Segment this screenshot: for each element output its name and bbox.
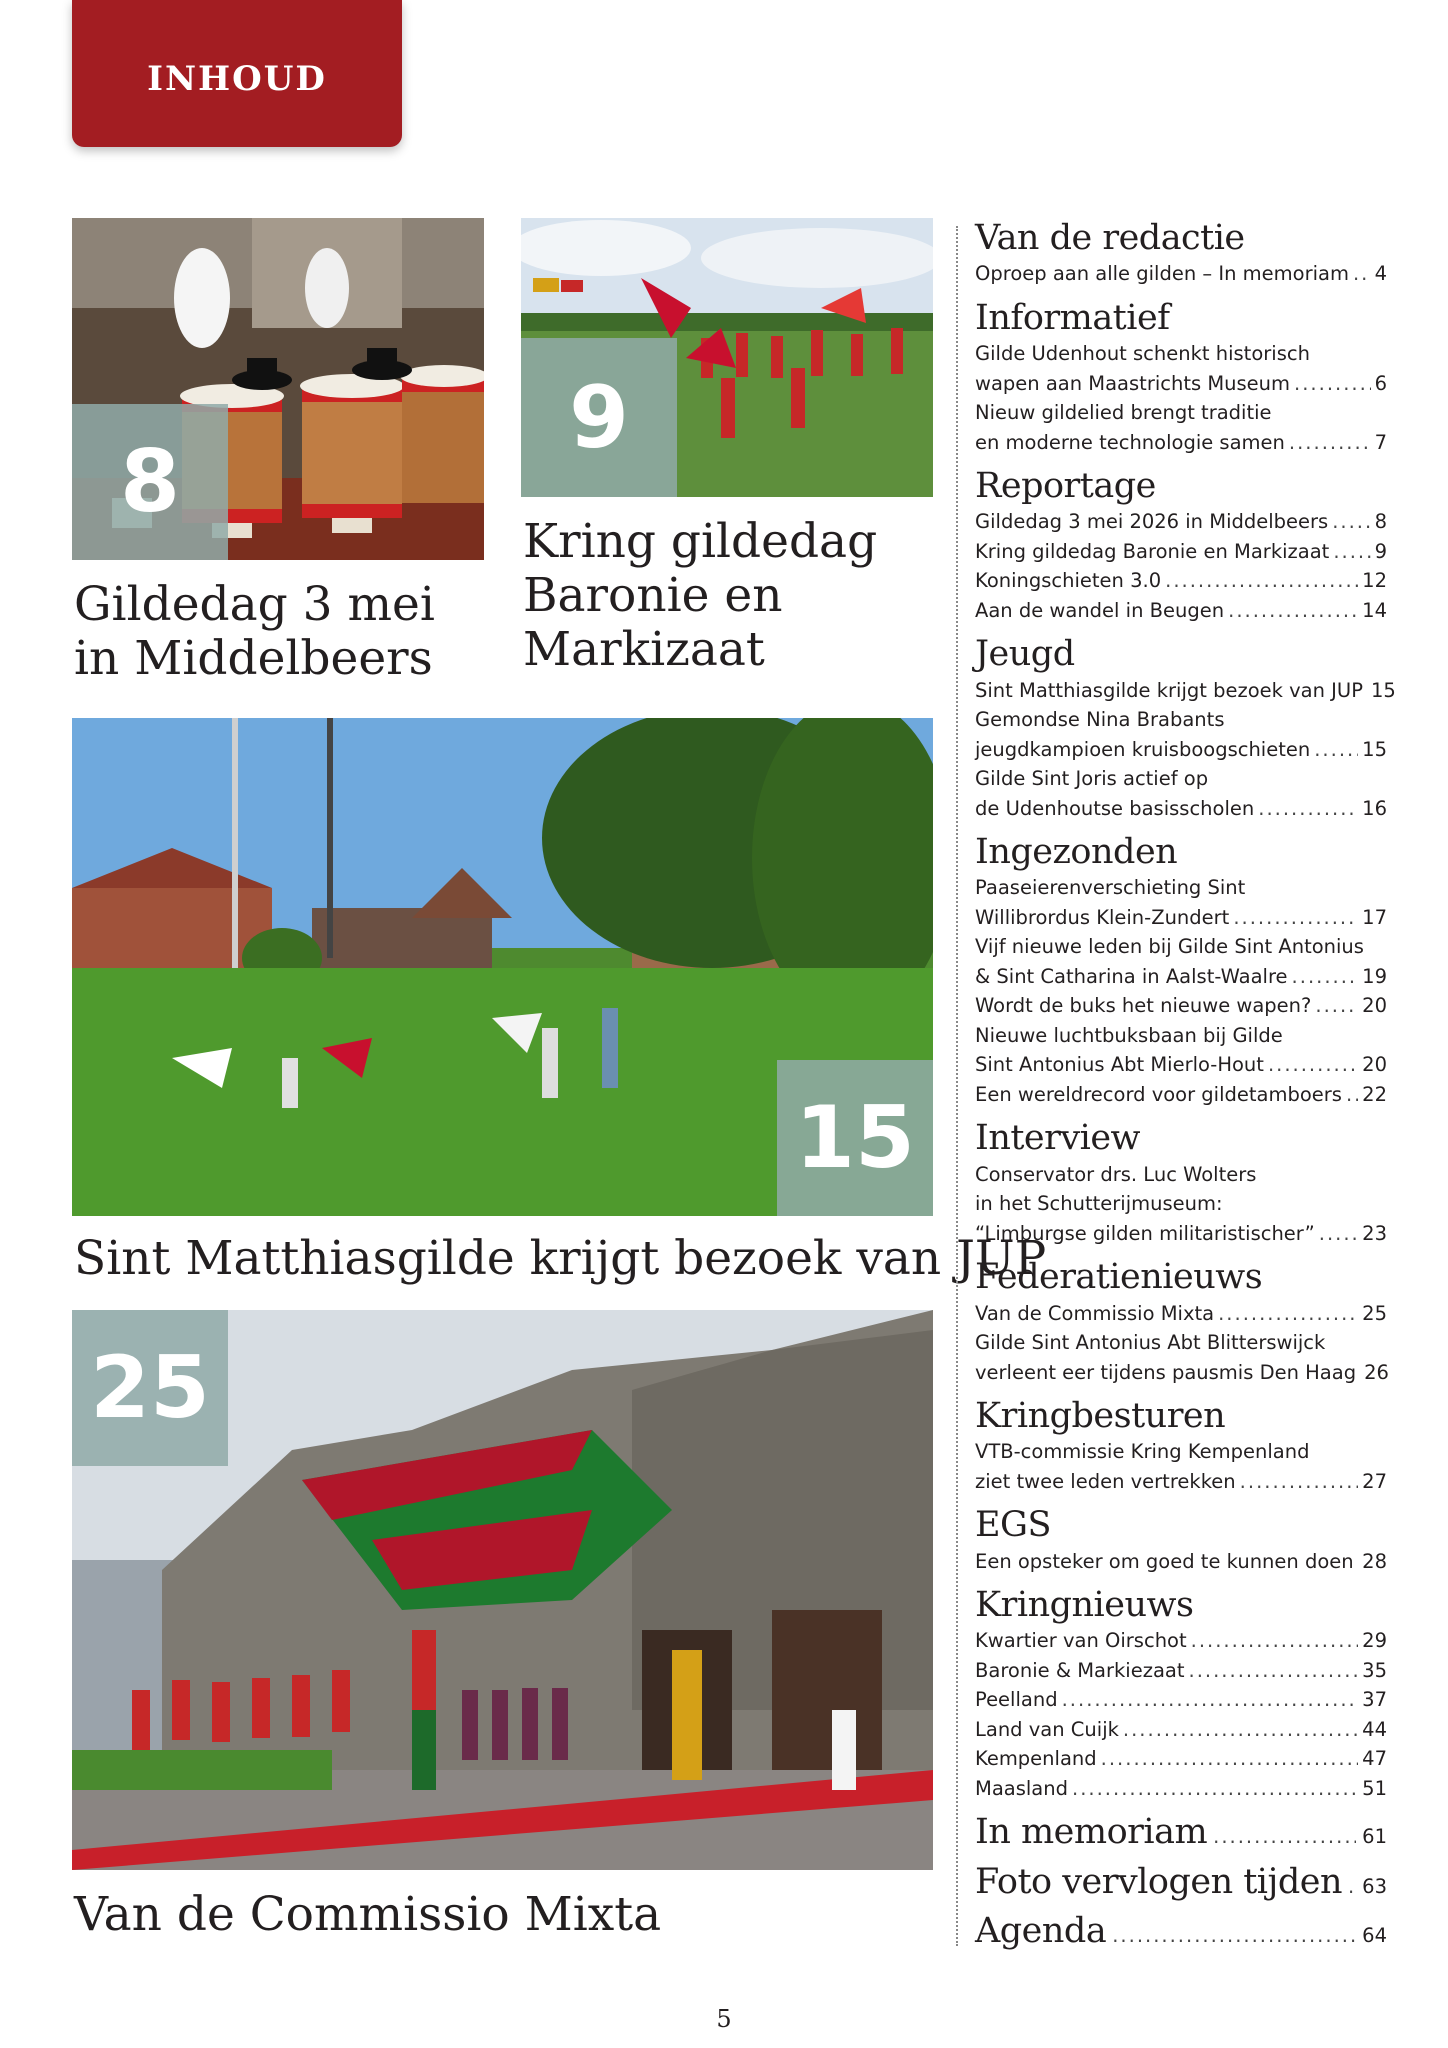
toc-section-heading[interactable]: Informatief <box>975 297 1170 338</box>
toc-section-interview <box>975 1118 1387 1248</box>
toc-page: 35 <box>1362 1658 1387 1682</box>
toc-entry[interactable]: verleent eer tijdens pausmis Den Haag 26 <box>975 1358 1387 1388</box>
toc-entry-line: Gemondse Nina Brabants <box>975 708 1225 732</box>
toc-entry[interactable]: & Sint Catharina in Aalst-Waalre ..... 19 <box>975 962 1387 992</box>
toc-page: 25 <box>1362 1301 1387 1325</box>
toc-section-heading[interactable]: Ingezonden <box>975 832 1178 873</box>
badge-number: 25 <box>90 1338 210 1438</box>
toc-page: 8 <box>1374 510 1387 534</box>
toc-page: 4 <box>1374 262 1387 286</box>
toc-page: 44 <box>1362 1717 1387 1741</box>
toc-entry-line: Conservator drs. Luc Wolters <box>975 1162 1257 1186</box>
toc-section-heading[interactable]: Van de redactie <box>975 218 1245 258</box>
toc-page: 16 <box>1362 796 1387 820</box>
photo-children-flags[interactable] <box>72 718 933 1216</box>
badge-number: 8 <box>120 432 180 532</box>
toc-page: 6 <box>1374 371 1387 395</box>
toc-page: 17 <box>1362 905 1387 929</box>
toc-page: 64 <box>1362 1924 1387 1948</box>
toc-section-heading: Foto vervlogen tijden <box>975 1861 1343 1902</box>
page-number-badge <box>777 1060 933 1216</box>
toc-section-informatief <box>975 298 1387 457</box>
feature-title[interactable] <box>523 515 877 677</box>
toc-entry[interactable]: Peelland ..... 37 <box>975 1685 1387 1715</box>
toc-entry[interactable]: “Limburgse gilden militaristischer” ..... 23 <box>975 1219 1387 1249</box>
toc-page: 20 <box>1362 1053 1387 1077</box>
table-of-contents <box>975 218 1396 1960</box>
toc-entry-line: Gilde Udenhout schenkt historisch <box>975 342 1310 366</box>
toc-entry[interactable]: Sint Antonius Abt Mierlo-Hout ..... 20 <box>975 1050 1387 1080</box>
toc-entry[interactable]: ziet twee leden vertrekken ..... 27 <box>975 1467 1387 1497</box>
toc-entry-line: VTB-commissie Kring Kempenland <box>975 1440 1310 1464</box>
toc-entry[interactable]: Land van Cuijk ..... 44 <box>975 1715 1387 1745</box>
toc-entry-line: Paaseierenverschieting Sint <box>975 876 1246 900</box>
toc-page: 9 <box>1374 539 1387 563</box>
toc-section-reportage <box>975 466 1387 625</box>
toc-section-heading[interactable]: EGS <box>975 1505 1051 1546</box>
toc-entry[interactable]: Van de Commissio Mixta ..... 25 <box>975 1299 1387 1329</box>
toc-page: 22 <box>1362 1082 1387 1106</box>
toc-section-heading[interactable]: Federatienieuws <box>975 1257 1263 1298</box>
toc-entry[interactable]: Willibrordus Klein-Zundert ..... 17 <box>975 903 1387 933</box>
toc-entry[interactable]: Koningschieten 3.0 ..... 12 <box>975 566 1387 596</box>
toc-section-kringbesturen <box>975 1396 1387 1496</box>
toc-section-ingezonden <box>975 832 1387 1109</box>
photo-drums[interactable] <box>72 218 484 560</box>
toc-section-heading[interactable]: Kringnieuws <box>975 1585 1194 1626</box>
toc-entry-line: Vijf nieuwe leden bij Gilde Sint Antonius <box>975 935 1364 959</box>
feature-title-line: Gildedag 3 mei <box>74 577 435 632</box>
feature-title-line: Baronie en <box>523 568 783 624</box>
toc-entry-line: in het Schutterijmuseum: <box>975 1192 1223 1216</box>
toc-page: 15 <box>1370 678 1396 702</box>
toc-entry-line: Gilde Sint Antonius Abt Blitterswijck <box>975 1331 1326 1355</box>
toc-page: 23 <box>1362 1221 1387 1245</box>
badge-number: 15 <box>795 1088 915 1188</box>
toc-section-kringnieuws <box>975 1585 1387 1803</box>
toc-page: 29 <box>1362 1629 1387 1653</box>
page-number: 5 <box>716 2005 732 2033</box>
toc-section-redactie <box>975 218 1387 289</box>
toc-page: 20 <box>1362 994 1387 1018</box>
toc-page: 14 <box>1362 598 1387 622</box>
photo-cathedral-flag[interactable] <box>72 1310 933 1870</box>
toc-page: 47 <box>1362 1747 1387 1771</box>
page-number-badge <box>72 404 228 560</box>
toc-section-jeugd <box>975 634 1396 823</box>
toc-section-heading[interactable]: Interview <box>975 1118 1141 1159</box>
feature-title-line: Sint Matthiasgilde krijgt bezoek van JUP <box>74 1231 1047 1286</box>
toc-entry-line: Gilde Sint Joris actief op <box>975 767 1209 791</box>
toc-entry[interactable]: Kwartier van Oirschot ..... 29 <box>975 1626 1387 1656</box>
toc-entry[interactable]: Maasland ..... 51 <box>975 1774 1387 1804</box>
toc-entry[interactable]: Gildedag 3 mei 2026 in Middelbeers ..... 8 <box>975 507 1387 537</box>
section-tab-label: INHOUD <box>147 58 327 99</box>
page-number-badge <box>72 1310 228 1466</box>
toc-page: 19 <box>1362 964 1387 988</box>
toc-entry[interactable]: Een wereldrecord voor gildetamboers ..... 22 <box>975 1080 1387 1110</box>
toc-entry[interactable]: Aan de wandel in Beugen ..... 14 <box>975 596 1387 626</box>
toc-entry[interactable]: jeugdkampioen kruisboogschieten ..... 15 <box>975 735 1387 765</box>
toc-entry-line: Nieuw gildelied brengt traditie <box>975 401 1272 425</box>
toc-section-heading: In memoriam <box>975 1812 1208 1853</box>
toc-entry[interactable]: en moderne technologie samen ..... 7 <box>975 428 1387 458</box>
toc-entry-line: Nieuwe luchtbuksbaan bij Gilde <box>975 1023 1283 1047</box>
column-divider <box>956 226 958 1946</box>
toc-entry[interactable]: de Udenhoutse basisscholen ..... 16 <box>975 794 1387 824</box>
toc-entry[interactable]: wapen aan Maastrichts Museum ..... 6 <box>975 369 1387 399</box>
toc-page: 27 <box>1362 1469 1387 1493</box>
toc-page: 28 <box>1362 1549 1387 1573</box>
toc-section-foto-vervlogen-tijden[interactable] <box>975 1862 1387 1903</box>
badge-number: 9 <box>569 367 629 468</box>
feature-title[interactable] <box>74 578 435 686</box>
toc-entry[interactable]: Kring gildedag Baronie en Markizaat ..... 9 <box>975 537 1387 567</box>
toc-page: 26 <box>1364 1360 1389 1384</box>
toc-section-heading[interactable]: Reportage <box>975 466 1156 507</box>
feature-title[interactable] <box>74 1888 661 1942</box>
toc-page: 37 <box>1362 1688 1387 1712</box>
toc-entry[interactable]: Een opsteker om goed te kunnen doen ..... 28 <box>975 1547 1387 1577</box>
feature-title[interactable] <box>74 1232 1046 1286</box>
feature-title-line: Markizaat <box>523 622 765 678</box>
photo-flag-field[interactable] <box>521 218 933 497</box>
toc-entry[interactable]: Oproep aan alle gilden – In memoriam ..... 4 <box>975 259 1387 289</box>
section-tab <box>72 0 402 147</box>
toc-page: 51 <box>1362 1776 1387 1800</box>
toc-entry[interactable]: Baronie & Markiezaat ..... 35 <box>975 1656 1387 1686</box>
page-number-badge <box>521 338 677 497</box>
toc-page: 61 <box>1362 1825 1387 1849</box>
toc-page: 12 <box>1362 569 1387 593</box>
toc-section-agenda[interactable] <box>975 1911 1387 1952</box>
toc-entry[interactable]: Sint Matthiasgilde krijgt bezoek van JUP 15 <box>975 676 1387 706</box>
toc-section-egs <box>975 1505 1387 1576</box>
feature-title-line: Van de Commissio Mixta <box>74 1887 662 1942</box>
toc-page: 15 <box>1362 737 1387 761</box>
toc-page: 7 <box>1374 430 1387 454</box>
toc-section-heading[interactable]: Kringbesturen <box>975 1396 1226 1437</box>
toc-section-heading: Agenda <box>975 1911 1107 1952</box>
toc-page: 63 <box>1362 1874 1387 1898</box>
toc-section-heading[interactable]: Jeugd <box>975 634 1075 675</box>
feature-title-line: in Middelbeers <box>74 631 433 687</box>
toc-entry[interactable]: Kempenland ..... 47 <box>975 1744 1387 1774</box>
toc-entry[interactable]: Wordt de buks het nieuwe wapen? ..... 20 <box>975 991 1387 1021</box>
toc-section-in-memoriam[interactable] <box>975 1812 1387 1853</box>
feature-title-line: Kring gildedag <box>523 514 878 569</box>
toc-section-federatienieuws <box>975 1257 1387 1387</box>
